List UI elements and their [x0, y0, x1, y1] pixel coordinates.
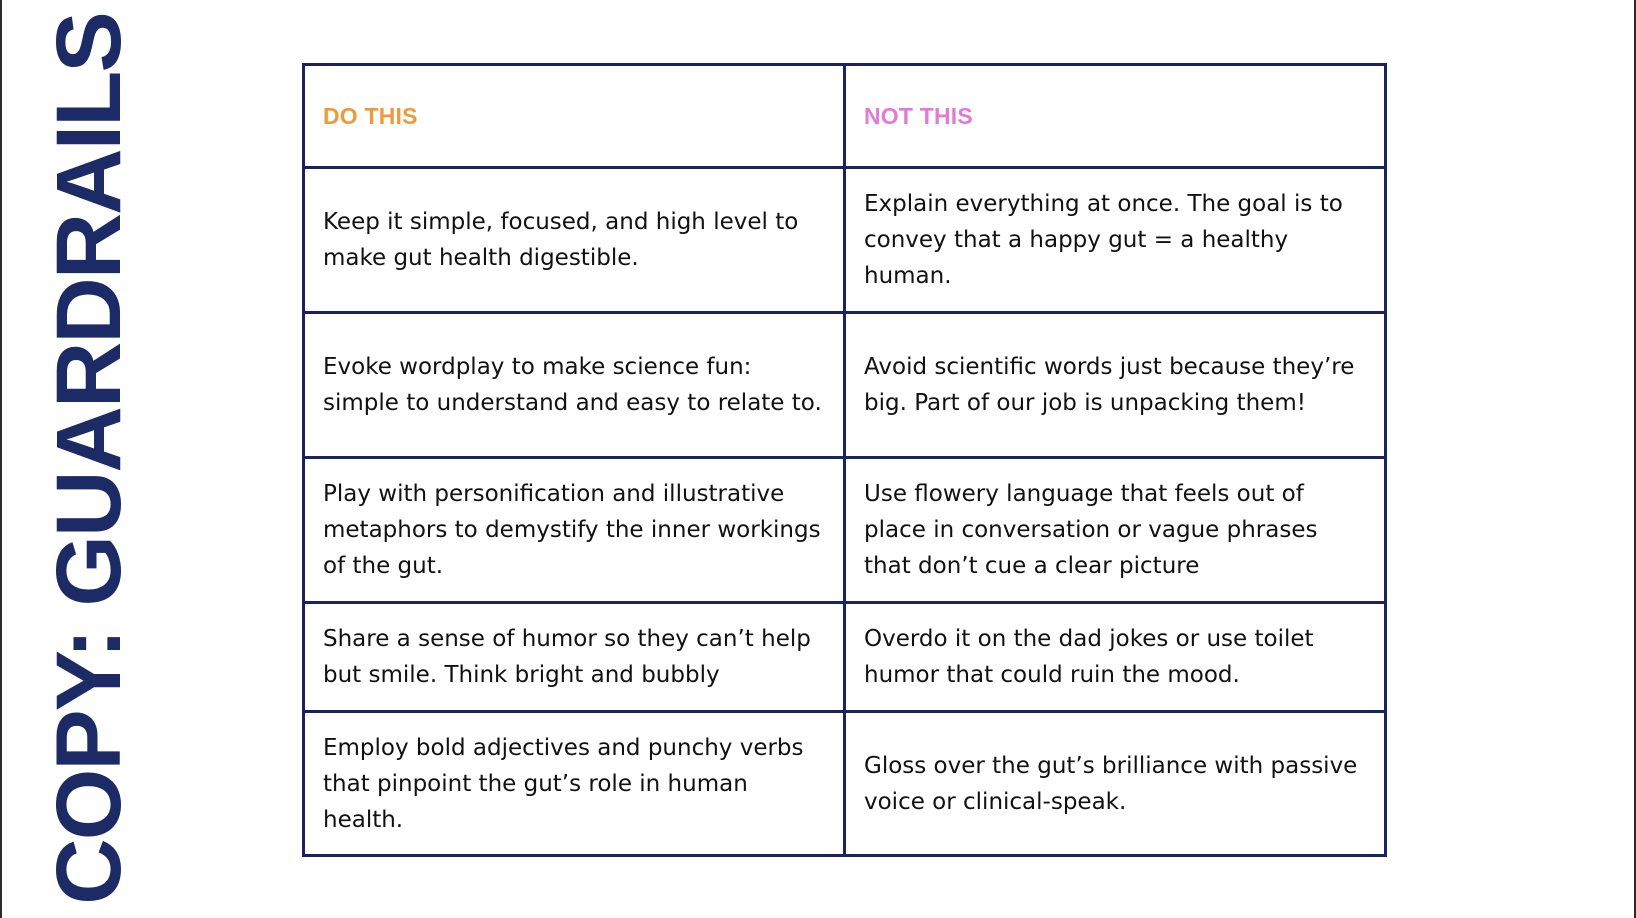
not-cell: Use flowery language that feels out of place in conversation or vague phrases that don’t cue a clear picture: [845, 458, 1386, 603]
do-cell: Evoke wordplay to make science fun: simple to understand and easy to relate to.: [304, 313, 845, 458]
not-cell: Avoid scientific words just because they’re big. Part of our job is unpacking them!: [845, 313, 1386, 458]
do-cell: Share a sense of humor so they can’t help but smile. Think bright and bubbly: [304, 603, 845, 712]
slide-left-border: [0, 0, 2, 918]
table-row: [304, 712, 1386, 856]
not-cell: Gloss over the gut’s brilliance with passive voice or clinical-speak.: [845, 712, 1386, 856]
do-cell: Keep it simple, focused, and high level to make gut health digestible.: [304, 168, 845, 313]
not-cell: Overdo it on the dad jokes or use toilet humor that could ruin the mood.: [845, 603, 1386, 712]
slide-title: COPY: GUARDRAILS: [38, 13, 140, 905]
do-this-header: DO THIS: [304, 65, 845, 168]
table-header-row: [304, 65, 1386, 168]
do-cell: Play with personification and illustrative metaphors to demystify the inner workings of the gut.: [304, 458, 845, 603]
do-cell: Employ bold adjectives and punchy verbs that pinpoint the gut’s role in human health.: [304, 712, 845, 856]
not-cell: Explain everything at once. The goal is to convey that a happy gut = a healthy human.: [845, 168, 1386, 313]
table-row: [304, 313, 1386, 458]
not-this-header: NOT THIS: [845, 65, 1386, 168]
guardrails-table: [302, 63, 1387, 857]
table-row: [304, 603, 1386, 712]
table-row: [304, 458, 1386, 603]
table-row: [304, 168, 1386, 313]
side-title-container: [38, 13, 140, 905]
